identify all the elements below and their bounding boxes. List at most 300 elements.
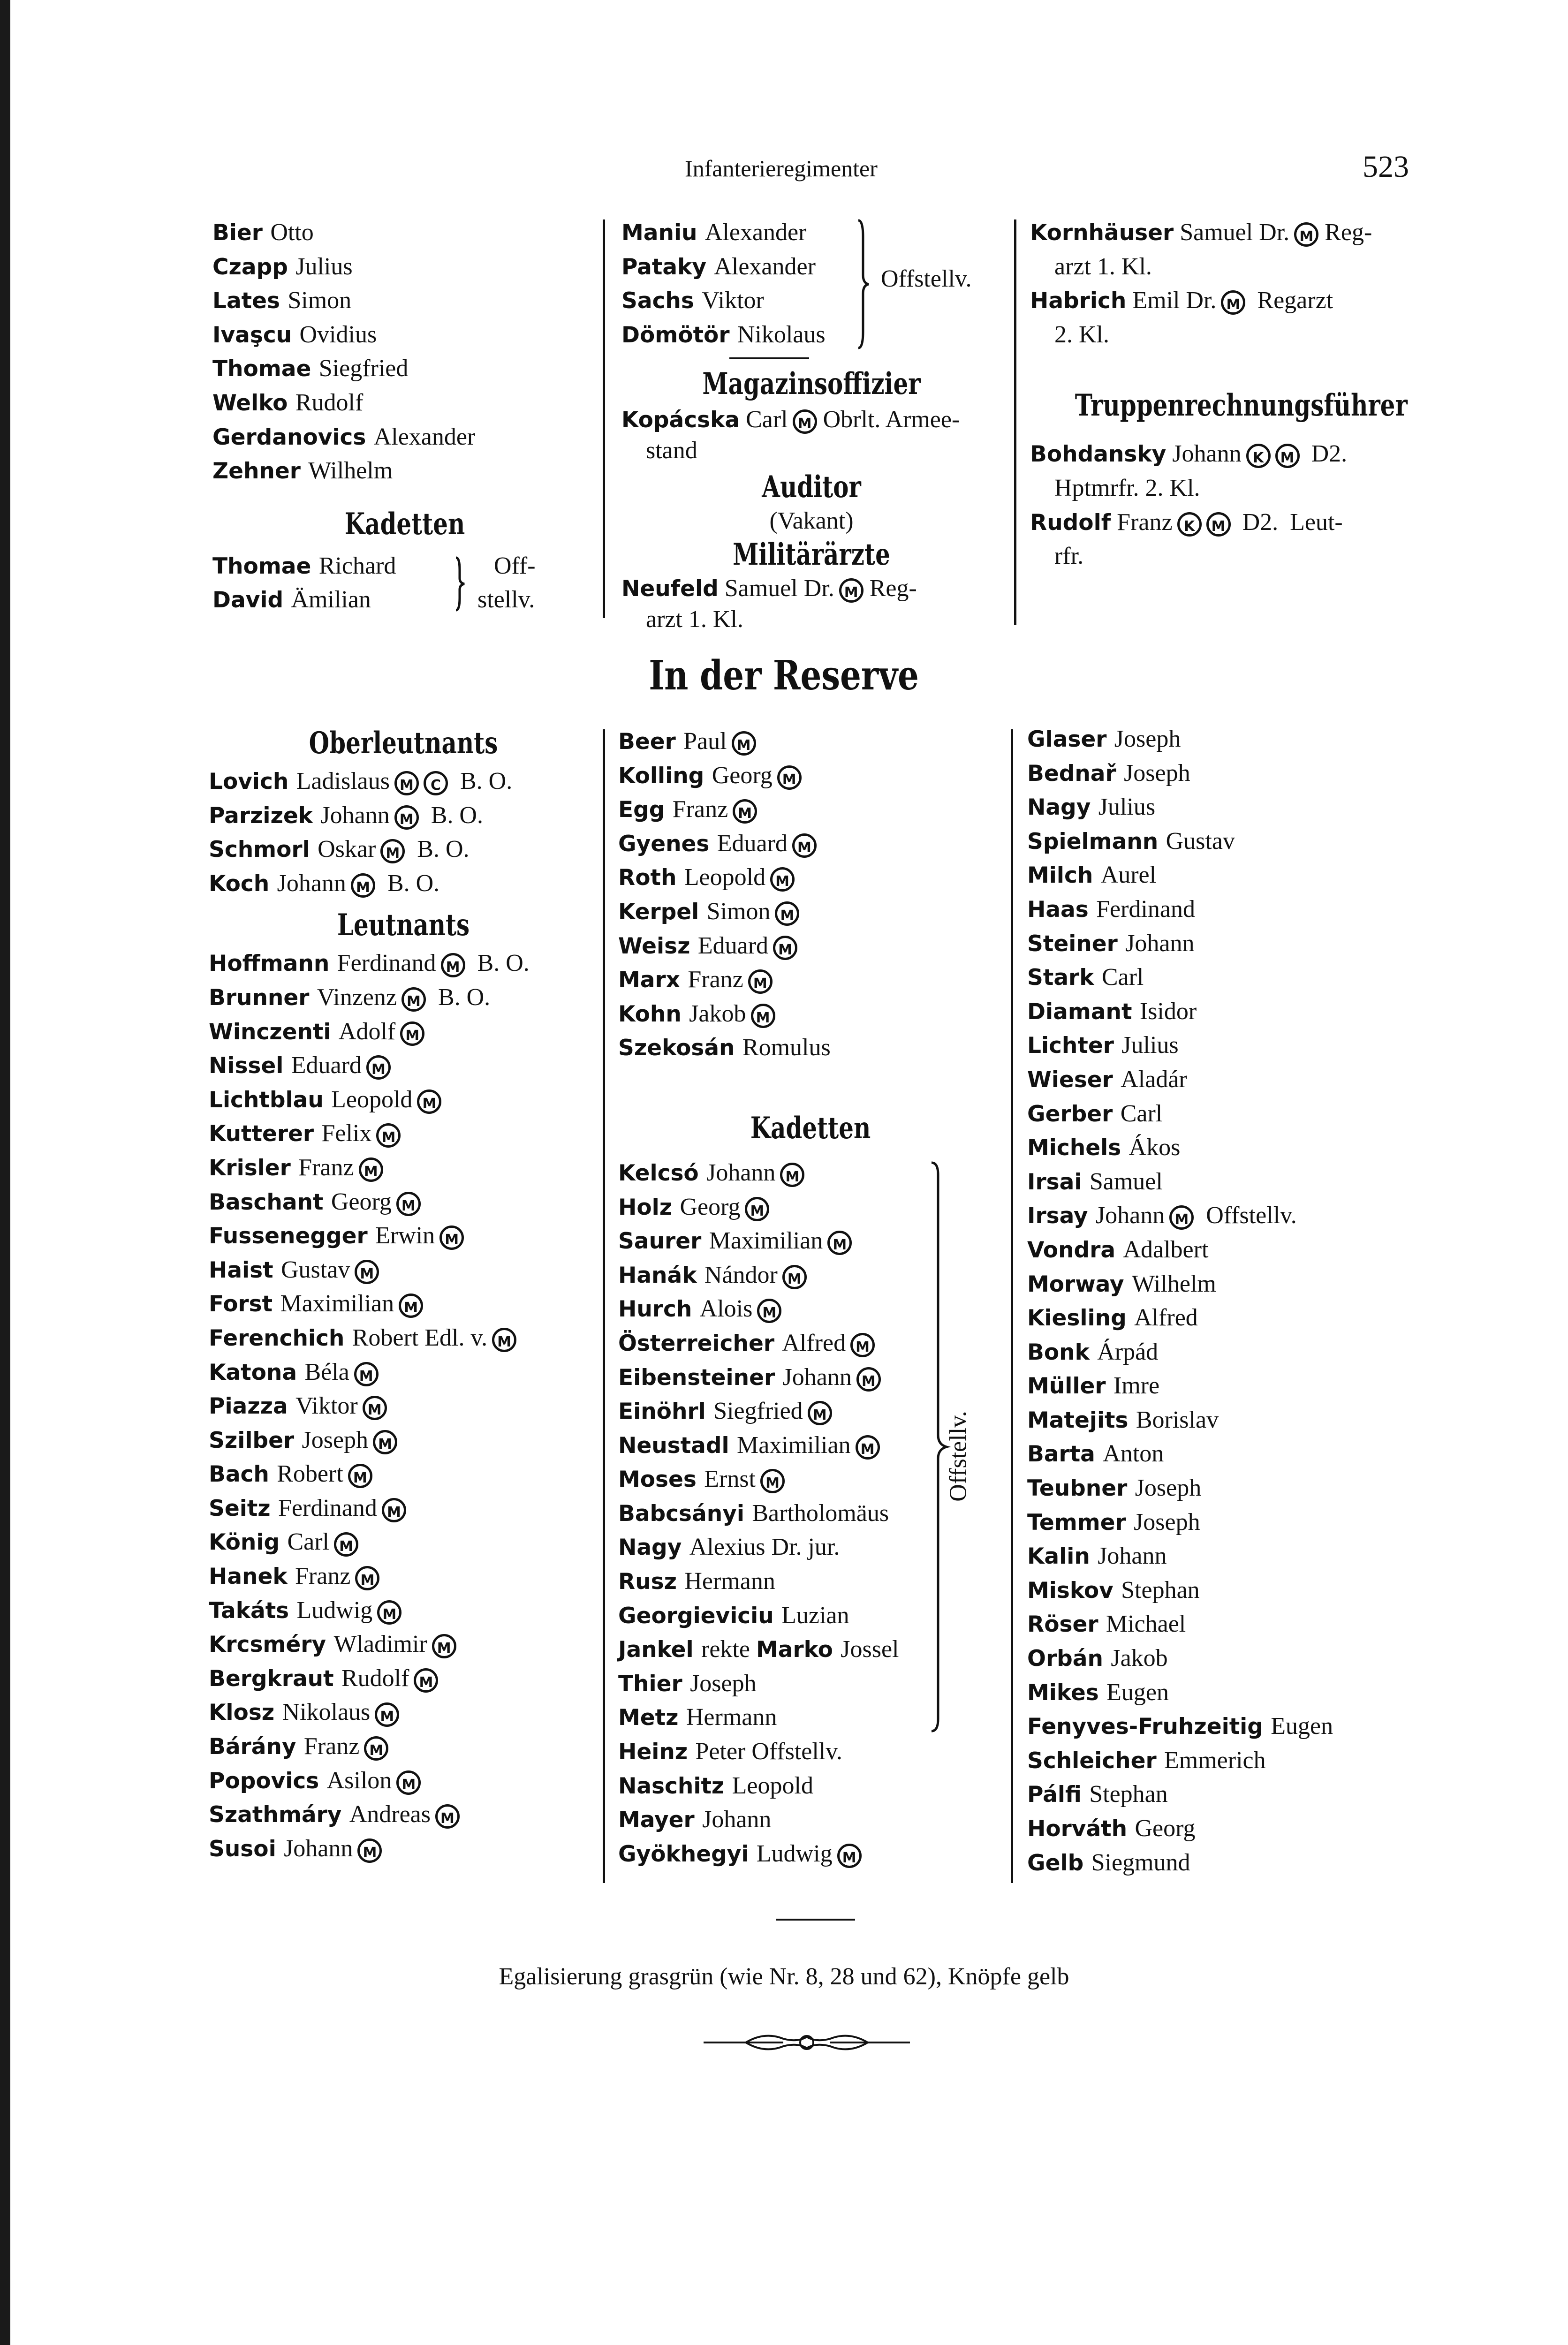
- kadetten-heading: Kadetten: [344, 506, 465, 542]
- surname: Popovics: [209, 1768, 327, 1794]
- given-name: Wladimir: [333, 1631, 427, 1658]
- given-name: Michael: [1106, 1611, 1186, 1638]
- top-left-entry: [212, 318, 597, 352]
- m-badge-icon: M: [376, 1123, 401, 1148]
- oberleutnant-entry: [209, 867, 598, 901]
- reserve-right-entry: [1027, 927, 1449, 961]
- surname: Kohn: [618, 1001, 689, 1027]
- given-name: Adolf: [338, 1018, 396, 1045]
- given-name: Ferdinand: [278, 1494, 377, 1521]
- m-badge-icon: M: [377, 1600, 401, 1625]
- surname: Thomae: [212, 553, 319, 579]
- given-name: Joseph: [690, 1670, 757, 1697]
- given-name: Johann: [1125, 930, 1195, 957]
- m-badge-icon: M: [792, 833, 817, 858]
- surname: Weisz: [618, 933, 698, 959]
- surname: Kutterer: [209, 1121, 322, 1147]
- surname: Pálfi: [1027, 1782, 1090, 1808]
- given-name: Árpád: [1097, 1338, 1159, 1365]
- surname: Holz: [618, 1194, 680, 1220]
- given-name: Julius: [1098, 794, 1156, 821]
- given-name: Ernst: [704, 1466, 756, 1493]
- top-left-entry: [212, 454, 597, 488]
- given-name: Luzian: [781, 1602, 849, 1629]
- m-badge-icon: M: [375, 1702, 399, 1727]
- given-name: Maximilian: [736, 1431, 851, 1459]
- separator-rule: [729, 357, 809, 359]
- given-name: Alois: [699, 1295, 753, 1323]
- surname: Jankel: [618, 1637, 702, 1663]
- ornament-icon: [704, 2028, 910, 2057]
- surname: Irsay: [1027, 1203, 1096, 1229]
- reserve-right-entry: [1027, 1029, 1449, 1063]
- given-name: Rudolf: [295, 389, 364, 416]
- m-badge-icon: M: [366, 1055, 391, 1080]
- reserve-kadett-entry: [618, 1769, 1003, 1803]
- given-name: Leopold: [331, 1086, 413, 1113]
- m-badge-icon: M: [435, 1804, 460, 1829]
- given-name: Johann: [277, 870, 346, 897]
- given-name: Eduard: [717, 830, 788, 857]
- surname: Naschitz: [618, 1773, 732, 1799]
- m-badge-icon: M: [775, 901, 799, 926]
- m-badge-icon: M: [770, 867, 795, 892]
- reserve-right-entry: [1027, 1131, 1449, 1165]
- given-name: Alexius Dr. jur.: [689, 1534, 840, 1561]
- given-name: Leopold: [684, 864, 766, 891]
- given-name: Franz: [295, 1563, 351, 1590]
- k-badge-icon: K: [1246, 444, 1271, 468]
- column-divider-bottom-1: [603, 729, 605, 1883]
- given-name: Julius: [295, 253, 353, 280]
- leutnants-heading: Leutnants: [337, 908, 470, 943]
- surname: Hurch: [618, 1296, 700, 1323]
- m-badge-icon: M: [745, 1197, 769, 1221]
- given-name: Eduard: [291, 1052, 362, 1079]
- aerzte-heading: Militärärzte: [733, 537, 890, 573]
- given-name: Siegfried: [713, 1398, 803, 1425]
- given-name: Ferdinand: [1096, 895, 1195, 923]
- entry-suffix: B. O.: [425, 983, 491, 1011]
- kadetten-brace: [449, 556, 468, 612]
- m-badge-icon: M: [732, 731, 756, 756]
- given-name: Simon: [706, 898, 771, 925]
- surname: Gyökhegyi: [618, 1841, 757, 1867]
- m-badge-icon: M: [1294, 222, 1318, 247]
- given-name: Emmerich: [1164, 1747, 1266, 1774]
- leutnant-entry: [209, 1764, 598, 1798]
- surname: Brunner: [209, 984, 317, 1011]
- leutnant-entry: [209, 1253, 598, 1287]
- surname: Eibensteiner: [618, 1364, 783, 1391]
- surname: Ivaşcu: [212, 322, 300, 348]
- surname: Bonk: [1027, 1339, 1098, 1365]
- surname: Einöhrl: [618, 1399, 714, 1425]
- surname: Katona: [209, 1359, 305, 1385]
- surname: Matejits: [1027, 1407, 1136, 1433]
- top-right-column: [1030, 216, 1438, 574]
- reserve-right-entry: [1027, 1437, 1449, 1471]
- surname: Susoi: [209, 1836, 284, 1862]
- k-badge-icon: K: [1177, 512, 1202, 537]
- surname: Müller: [1027, 1373, 1114, 1399]
- given-name: Simon: [288, 287, 352, 314]
- surname: Steiner: [1027, 930, 1126, 957]
- oberleutnant-entry: [209, 832, 598, 867]
- given-name: Johann: [1098, 1543, 1167, 1570]
- surname: Szathmáry: [209, 1802, 349, 1828]
- reserve-kadett-entry: [618, 1837, 1003, 1871]
- surname: Babcsányi: [618, 1500, 752, 1527]
- m-badge-icon: M: [417, 1089, 441, 1114]
- footer-rule: [776, 1919, 855, 1921]
- kadetten-group: [212, 549, 597, 617]
- reserve-right-entry: [1027, 1301, 1449, 1335]
- m-badge-icon: M: [400, 1021, 424, 1046]
- surname: Klosz: [209, 1700, 282, 1726]
- mid-kadetten-group: [618, 1156, 1003, 1871]
- surname: Ferenchich: [209, 1325, 352, 1351]
- surname: Moses: [618, 1467, 704, 1493]
- given-name: Johann: [320, 802, 390, 829]
- m-badge-icon: M: [396, 1192, 421, 1216]
- given-name: Alfred: [782, 1329, 846, 1356]
- surname: Bergkraut: [209, 1665, 341, 1692]
- magazin-heading: Magazinsoffizier: [702, 366, 921, 402]
- given-name: Viktor: [295, 1392, 358, 1420]
- reserve-right-entry: [1027, 756, 1449, 791]
- reserve-right-entry: [1027, 1607, 1449, 1642]
- given-name: Franz: [672, 796, 728, 823]
- given-name: Adalbert: [1123, 1236, 1209, 1263]
- surname: Krcsméry: [209, 1632, 334, 1658]
- given-name: Nikolaus: [737, 321, 826, 348]
- given-name: Nándor: [704, 1261, 778, 1288]
- given-name: Alexander: [373, 423, 476, 450]
- column-divider-top-1: [603, 219, 605, 618]
- surname: Thomae: [212, 356, 319, 382]
- reserve-right-entry: [1027, 1812, 1449, 1846]
- surname: Nissel: [209, 1053, 291, 1079]
- leutnant-entry: [209, 1219, 598, 1253]
- given-name: Robert: [277, 1460, 343, 1488]
- reserve-right-entry: [1027, 1505, 1449, 1540]
- surname: Winczenti: [209, 1019, 339, 1045]
- m-badge-icon: M: [414, 1668, 438, 1693]
- kadetten-note-2: stellv.: [477, 586, 535, 613]
- surname: Maniu: [621, 220, 705, 246]
- reserve-mid-entry: [618, 997, 1003, 1031]
- leutnant-entry: [209, 1662, 598, 1696]
- given-name: Johann: [1095, 1202, 1165, 1229]
- given-name: Carl: [1120, 1100, 1163, 1127]
- reserve-right-entry: [1027, 961, 1449, 995]
- given-name: Wilhelm: [308, 457, 393, 484]
- given-name: Ämilian: [291, 586, 371, 613]
- reserve-right-entry: [1027, 1369, 1449, 1403]
- given-name: Maximilian: [709, 1227, 823, 1255]
- given-name: Oskar: [318, 836, 376, 863]
- column-divider-bottom-2: [1011, 729, 1013, 1883]
- given-name: Bartholomäus: [752, 1499, 889, 1527]
- given-name: Joseph: [1114, 726, 1181, 752]
- surname: Saurer: [618, 1228, 709, 1255]
- page-number: 523: [1363, 150, 1409, 184]
- surname: Takáts: [209, 1597, 297, 1624]
- oberleutnant-entry: [209, 799, 598, 833]
- reserve-mid-entry: [618, 1031, 1003, 1065]
- entry-suffix: B. O.: [447, 768, 513, 794]
- surname: Miskov: [1027, 1577, 1121, 1604]
- m-badge-icon: M: [439, 1225, 464, 1250]
- m-badge-icon: M: [355, 1260, 379, 1284]
- given-name: Alexander: [714, 253, 816, 280]
- given-name: Erwin: [375, 1222, 435, 1249]
- reserve-right-entry: [1027, 1063, 1449, 1097]
- given-name: Johann: [702, 1806, 772, 1833]
- column-divider-top-2: [1014, 219, 1016, 625]
- right-entry-3: Bohdansky Johann K M D2.: [1030, 437, 1438, 471]
- surname: Kalin: [1027, 1543, 1098, 1570]
- given-name: Joseph: [1124, 759, 1190, 787]
- surname: Parzizek: [209, 802, 321, 829]
- given-name: Jossel: [841, 1636, 899, 1663]
- given-name: Georg: [712, 762, 773, 789]
- surname: Diamant: [1027, 999, 1140, 1025]
- surname: Gerber: [1027, 1101, 1121, 1127]
- top-left-entry: [212, 250, 597, 284]
- given-name: Franz: [298, 1154, 354, 1181]
- oberleutnants-list: [209, 764, 598, 900]
- entry-suffix: B. O.: [465, 950, 530, 977]
- given-name: Ferdinand: [337, 950, 436, 977]
- reserve-mid-entry: [618, 895, 1003, 929]
- m-badge-icon: M: [373, 1430, 397, 1454]
- given-name: Jakob: [689, 1000, 746, 1027]
- surname: Baschant: [209, 1189, 331, 1215]
- given-name: Johann: [782, 1363, 852, 1391]
- surname: Roth: [618, 865, 684, 891]
- reserve-right-column: [1027, 722, 1449, 1880]
- reserve-right-entry: [1027, 995, 1449, 1029]
- given-name: Joseph: [1135, 1475, 1202, 1502]
- reserve-mid-entry: [618, 793, 1003, 827]
- m-badge-icon: M: [760, 1469, 785, 1493]
- magazin-entry: Kopácska Carl M Obrlt. Armee-: [621, 404, 1001, 435]
- surname: Horváth: [1027, 1816, 1135, 1842]
- surname: Mikes: [1027, 1679, 1107, 1706]
- surname: Temmer: [1027, 1509, 1134, 1536]
- right-entry-2-cont: 2. Kl.: [1054, 321, 1109, 348]
- surname: Kelcsó: [618, 1160, 707, 1186]
- m-badge-icon: M: [793, 409, 817, 434]
- m-badge-icon: M: [751, 1004, 775, 1028]
- m-badge-icon: M: [492, 1328, 516, 1352]
- given-name: Andreas: [349, 1801, 431, 1828]
- given-name: Johann: [706, 1159, 776, 1186]
- surname: Kiesling: [1027, 1305, 1135, 1331]
- right-entry-1-cont: arzt 1. Kl.: [1054, 253, 1152, 280]
- m-badge-icon: M: [837, 1844, 862, 1868]
- leutnant-entry: [209, 1594, 598, 1628]
- surname: Lichter: [1027, 1033, 1122, 1059]
- given-name: Georg: [331, 1188, 392, 1215]
- arzt-entry-cont: arzt 1. Kl.: [646, 606, 743, 633]
- leutnant-entry: [209, 1832, 598, 1866]
- reserve-mid-column: [618, 725, 1003, 1871]
- right-entry-4-cont: rfr.: [1054, 543, 1084, 570]
- given-name: Romulus: [742, 1034, 831, 1061]
- surname: Wieser: [1027, 1067, 1121, 1093]
- surname: Hanák: [618, 1262, 704, 1288]
- leutnant-entry: [209, 1321, 598, 1355]
- m-badge-icon: M: [396, 1770, 421, 1795]
- m-badge-icon: M: [856, 1367, 881, 1392]
- surname: Georgieviciu: [618, 1603, 782, 1629]
- reserve-right-entry: [1027, 893, 1449, 927]
- m-badge-icon: M: [839, 578, 864, 603]
- given-name: Leopold: [732, 1772, 813, 1799]
- leutnant-entry: [209, 1117, 598, 1151]
- surname: David: [212, 587, 291, 613]
- given-name: Georg: [1135, 1815, 1196, 1842]
- m-badge-icon: M: [399, 1294, 423, 1318]
- leutnant-entry: [209, 1423, 598, 1458]
- given-name: Siegmund: [1091, 1849, 1190, 1876]
- leutnant-entry: [209, 1798, 598, 1832]
- surname: Orbán: [1027, 1646, 1111, 1672]
- m-badge-icon: M: [348, 1464, 372, 1488]
- surname: Lovich: [209, 769, 296, 794]
- given-name: Eduard: [697, 932, 769, 959]
- given-name: Asilon: [326, 1767, 392, 1794]
- right-entry-1: Kornhäuser Samuel Dr. M Reg-: [1030, 216, 1438, 250]
- c-badge-icon: C: [424, 771, 448, 795]
- reserve-heading: In der Reserve: [649, 652, 919, 699]
- reserve-right-entry: [1027, 1778, 1449, 1812]
- oberleutnant-entry: [209, 764, 598, 799]
- surname: Hoffmann: [209, 951, 337, 977]
- given-name: Aurel: [1100, 862, 1157, 889]
- auditor-heading: Auditor: [762, 469, 861, 505]
- given-name: Isidor: [1139, 998, 1197, 1025]
- reserve-right-entry: [1027, 722, 1449, 756]
- leutnant-entry: [209, 1491, 598, 1526]
- given-name: Carl: [287, 1528, 329, 1556]
- m-badge-icon: M: [380, 839, 405, 863]
- reserve-mid-entry: [618, 963, 1003, 997]
- given-name: Eugen: [1271, 1713, 1333, 1740]
- oberleutnants-heading: Oberleutnants: [309, 726, 498, 761]
- top-left-entry: [212, 284, 597, 318]
- kadetten-note-1: Off-: [494, 552, 536, 579]
- surname: Haas: [1027, 896, 1097, 923]
- reserve-right-entry: [1027, 1642, 1449, 1676]
- given-name: Maximilian: [280, 1290, 394, 1317]
- kadetten-list: [212, 549, 597, 617]
- surname: Lates: [212, 288, 288, 314]
- given-name: Stephan: [1089, 1781, 1168, 1808]
- surname: Czapp: [212, 254, 296, 280]
- m-badge-icon: M: [1169, 1205, 1194, 1230]
- reserve-right-entry: [1027, 1539, 1449, 1573]
- surname: Röser: [1027, 1611, 1106, 1638]
- surname: Spielmann: [1027, 828, 1166, 855]
- m-badge-icon: M: [441, 953, 465, 977]
- reserve-right-entry: [1027, 1165, 1449, 1199]
- mid-kadetten-note-box: [944, 1409, 972, 1503]
- given-name: Wilhelm: [1131, 1270, 1216, 1297]
- surname: Pataky: [621, 254, 714, 280]
- truppen-heading: Truppenrechnungsführer: [1075, 388, 1408, 424]
- surname: Haist: [209, 1257, 281, 1283]
- m-badge-icon: M: [355, 1566, 379, 1590]
- mid-group-note: Offstellv.: [881, 265, 972, 292]
- surname: Zehner: [212, 458, 309, 484]
- leutnant-entry: [209, 1457, 598, 1491]
- arzt-entry: Neufeld Samuel Dr. M Reg-: [621, 573, 1001, 604]
- given-name: Johann: [284, 1835, 353, 1862]
- m-badge-icon: M: [364, 1736, 388, 1761]
- given-name: Ákos: [1129, 1134, 1181, 1161]
- given-name: Joseph: [302, 1426, 369, 1453]
- m-badge-icon: M: [780, 1163, 804, 1187]
- given-name: Borislav: [1136, 1406, 1219, 1433]
- reserve-right-list: [1027, 722, 1449, 1880]
- m-badge-icon: M: [1221, 290, 1245, 315]
- reserve-right-entry: [1027, 1335, 1449, 1369]
- entry-suffix: B. O.: [405, 836, 470, 863]
- surname: Rusz: [618, 1569, 685, 1595]
- reserve-right-entry: [1027, 1744, 1449, 1778]
- given-name: Samuel: [1089, 1168, 1163, 1195]
- given-name: Alexander: [704, 219, 807, 246]
- given-name: Robert Edl. v.: [352, 1324, 488, 1351]
- surname: Neustadl: [618, 1432, 737, 1459]
- surname: Barta: [1027, 1441, 1103, 1468]
- top-left-entry: [212, 386, 597, 420]
- surname: Hanek: [209, 1564, 295, 1590]
- leutnant-entry: [209, 981, 598, 1015]
- given-name: Vinzenz: [317, 983, 397, 1011]
- mid-kadetten-note: Offstellv.: [945, 1411, 972, 1502]
- m-badge-icon: M: [850, 1333, 875, 1357]
- given-name: Nikolaus: [282, 1699, 371, 1726]
- footer-note: Egalisierung grasgrün (wie Nr. 8, 28 und 62), Knöpfe gelb: [499, 1963, 1069, 1990]
- reserve-kadett-entry: [618, 1735, 1003, 1769]
- surname: Bednař: [1027, 760, 1124, 787]
- m-badge-icon: M: [808, 1401, 832, 1425]
- given-name: Georg: [680, 1193, 741, 1220]
- kadett-entry: [212, 583, 597, 617]
- given-name: Peter Offstellv.: [695, 1738, 842, 1765]
- surname: Bach: [209, 1461, 277, 1488]
- right-entry-4: Rudolf Franz K M D2. Leut-: [1030, 506, 1438, 540]
- given-name: Stephan: [1121, 1576, 1200, 1604]
- m-badge-icon: M: [1275, 444, 1300, 468]
- given-name: Franz: [688, 966, 743, 993]
- given-name: Hermann: [684, 1568, 775, 1595]
- reserve-right-entry: [1027, 1233, 1449, 1267]
- m-badge-icon: M: [334, 1532, 358, 1557]
- m-badge-icon: M: [773, 936, 797, 960]
- reserve-right-entry: [1027, 1097, 1449, 1131]
- m-badge-icon: M: [351, 873, 375, 898]
- surname: Piazza: [209, 1393, 296, 1420]
- given-name: Viktor: [702, 287, 764, 314]
- given-name: Felix: [321, 1120, 372, 1147]
- surname: Egg: [618, 797, 673, 823]
